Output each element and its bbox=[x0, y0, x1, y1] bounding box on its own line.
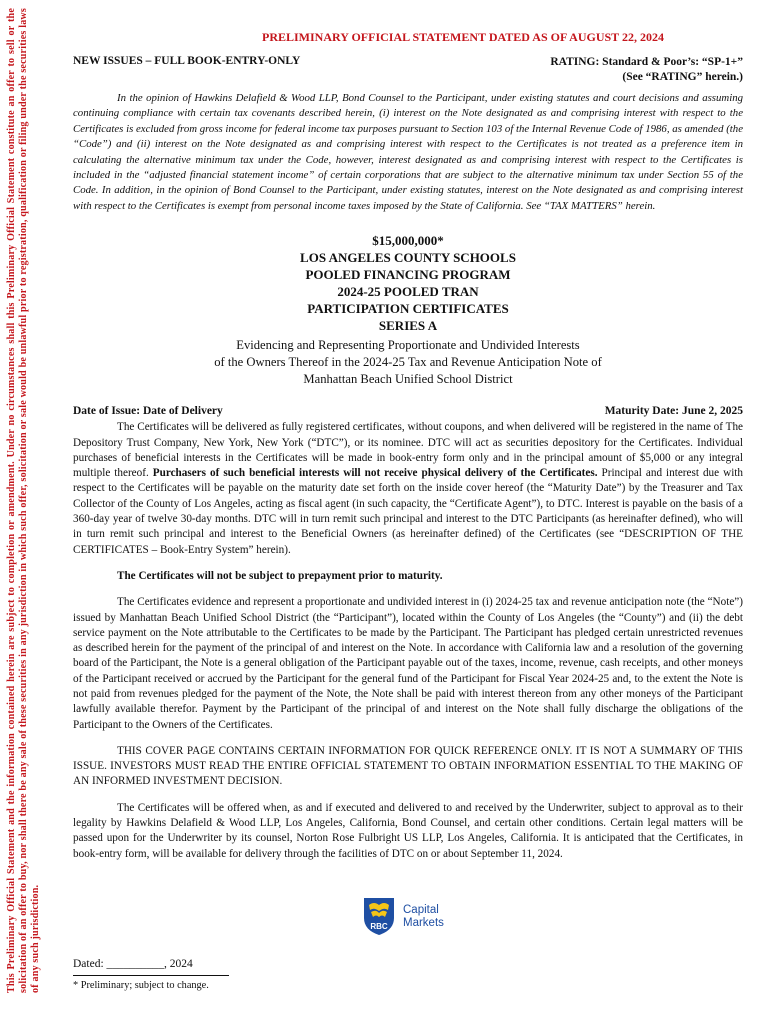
paragraph-prepayment: The Certificates will not be subject to prepayment prior to maturity. bbox=[117, 569, 443, 582]
rating-block bbox=[550, 55, 743, 85]
cover-page bbox=[73, 30, 744, 991]
offering-subtitle bbox=[73, 337, 743, 388]
rbc-capital-markets-logo bbox=[362, 896, 462, 942]
issue-rating-row bbox=[73, 55, 743, 85]
subtitle-line: Evidencing and Representing Proportionate and Undivided Interests bbox=[236, 338, 580, 353]
offering-title bbox=[73, 232, 743, 334]
title-line: 2024-25 POOLED TRAN bbox=[337, 284, 479, 300]
new-issues-label: NEW ISSUES – FULL BOOK-ENTRY-ONLY bbox=[73, 55, 301, 67]
paragraph-cover-notice: THIS COVER PAGE CONTAINS CERTAIN INFORMATION FOR QUICK REFERENCE ONLY. IT IS NOT A SUMMARY OF THIS ISSUE. INVESTORS MUST READ THE ENTIRE OFFICIAL STATEMENT TO OBTAIN INFORMATION ESSENTIAL TO THE MAKING OF AN INFORMED INVESTMENT DECISION. bbox=[73, 744, 743, 788]
delivery-text: The Certificates will be delivered as fully registered certificates, without coupons, and when delivered will be registered in the name of The Depository Trust Company, New York, New York (“DTC”), or its nominee. DTC will act as securities depository for the Certificates. Individual purchases of beneficial interests in the Certificates will be made in book-entry form only and in the principal amount of $5,000 or any integral multiple thereof. bbox=[73, 421, 743, 480]
title-line: LOS ANGELES COUNTY SCHOOLS bbox=[300, 250, 516, 266]
subtitle-line: Manhattan Beach Unified School District bbox=[303, 372, 513, 387]
footnote: * Preliminary; subject to change. bbox=[73, 980, 209, 991]
title-line: POOLED FINANCING PROGRAM bbox=[305, 267, 511, 283]
tax-opinion: In the opinion of Hawkins Delafield & Wood LLP, Bond Counsel to the Participant, under existing statutes and court decisions and assuming continuing compliance with certain tax covenants described herein, (i) interest on the Note designated as and comprising interest with respect to the Certificates is excluded from gross income for federal income tax purposes pursuant to Section 103 of the Internal Revenue Code of 1986, as amended (the “Code”) and (ii) interest on the Note designated as and comprising interest with respect to the Certificates is not treated as a preference item in calculating the alternative minimum tax under the Code, however, interest designated as and comprising interest with respect to the Certificates is included in the “adjusted financial statement income” of certain corporations that are subject to the alternative minimum tax under Section 55 of the Code. In addition, in the opinion of Bond Counsel to the Participant, under existing statutes, interest on the Note designated as and comprising interest with respect to the Certificates is exempt from personal income taxes imposed by the State of California. See “TAX MATTERS” herein. bbox=[73, 92, 743, 212]
maturity-date: Maturity Date: June 2, 2025 bbox=[604, 405, 743, 418]
rbc-shield-icon bbox=[362, 896, 396, 936]
delivery-bold-text: Purchasers of such beneficial interests will not receive physical delivery of the Certificates. bbox=[152, 467, 598, 480]
logo-line: Capital bbox=[403, 904, 439, 916]
dates-row bbox=[73, 405, 743, 417]
paragraph-delivery bbox=[73, 420, 743, 558]
sidebar-disclaimer bbox=[0, 0, 70, 1024]
logo-text bbox=[403, 904, 444, 930]
logo-line: Markets bbox=[403, 917, 444, 929]
date-of-issue: Date of Issue: Date of Delivery bbox=[73, 405, 223, 418]
rating-line: RATING: Standard & Poor’s: “SP-1+” bbox=[550, 56, 743, 68]
preliminary-heading: PRELIMINARY OFFICIAL STATEMENT DATED AS OF AUGUST 22, 2024 bbox=[262, 30, 664, 44]
subtitle-line: of the Owners Thereof in the 2024-25 Tax and Revenue Anticipation Note of bbox=[214, 355, 602, 370]
series: SERIES A bbox=[378, 318, 438, 334]
paragraph-security: The Certificates evidence and represent a proportionate and undivided interest in (i) 2024-25 tax and revenue anticipation note (the “Note”) issued by Manhattan Beach Unified School District (the “Participant”), located within the County of Los Angeles (the “County”) and (ii) the debt service payment on the Note attributable to the Certificates to be made by the Participant. The Participant has pledged certain unrestricted revenues as described herein for the payment of the principal of and interest on the Note. In accordance with California law and a resolution of the governing board of the Participant, the Note is a general obligation of the Participant payable out of the taxes, income, revenue, cash receipts, and other moneys of the Participant received or accrued by the Participant for the general fund of the Participant for Fiscal Year 2024-25 and, to the extent the Note is not paid from revenues pledged for the payment of the Note, the Note shall be paid with interest thereon from any other moneys of the Participant lawfully available therefor. Payment by the Participant of the principal of and interest on the Note shall fully discharge the obligations of the Participant to the Owners of the Certificates. bbox=[73, 596, 743, 731]
delivery-text-cont: Principal and interest due with respect to the Certificates will be payable on the maturity date set forth on the inside cover hereof (the “Maturity Date”) by the Treasurer and Tax Collector of the County of Los Angeles, acting as fiscal agent (in such capacity, the “Certificate Agent”), to DTC. Interest is payable on the basis of a 360-day year of twelve 30-day months. DTC will in turn remit such principal and interest to the DTC Participants (as hereinafter defined), who will in turn remit such principal and interest to the Beneficial Owners (as hereinafter defined) of the Certificates (see “DESCRIPTION OF THE CERTIFICATES – Book-Entry System” herein). bbox=[73, 467, 744, 556]
rbc-mark-text: RBC bbox=[370, 922, 388, 931]
disclaimer-text: This Preliminary Official Statement and the information contained herein are subject to completion or amendment. Under no circumstances shall this Preliminary Official Statement constitute an offer to sell or the solicitation of an offer to buy, nor shall there be any sale of these securities in any jurisdiction in which such offer, solicitation or sale would be unlawful prior to registration, qualification or filing under the securities laws of any such jurisdiction. bbox=[6, 8, 41, 993]
rating-see: (See “RATING” herein.) bbox=[622, 71, 743, 83]
dated-line: Dated: __________, 2024 bbox=[73, 958, 193, 970]
amount: $15,000,000* bbox=[372, 233, 444, 249]
footnote-divider bbox=[73, 975, 229, 976]
paragraph-offering: The Certificates will be offered when, as and if executed and delivered to and received by the Underwriter, subject to approval as to their legality by Hawkins Delafield & Wood LLP, Los Angeles, California, Bond Counsel, and certain other conditions. Certain legal matters will be passed upon for the Underwriter by its counsel, Norton Rose Fulbright US LLP, Los Angeles, California. It is anticipated that the Certificates, in book-entry form, will be available for delivery through the facilities of DTC on or about September 11, 2024. bbox=[73, 801, 743, 860]
title-line: PARTICIPATION CERTIFICATES bbox=[307, 301, 509, 317]
